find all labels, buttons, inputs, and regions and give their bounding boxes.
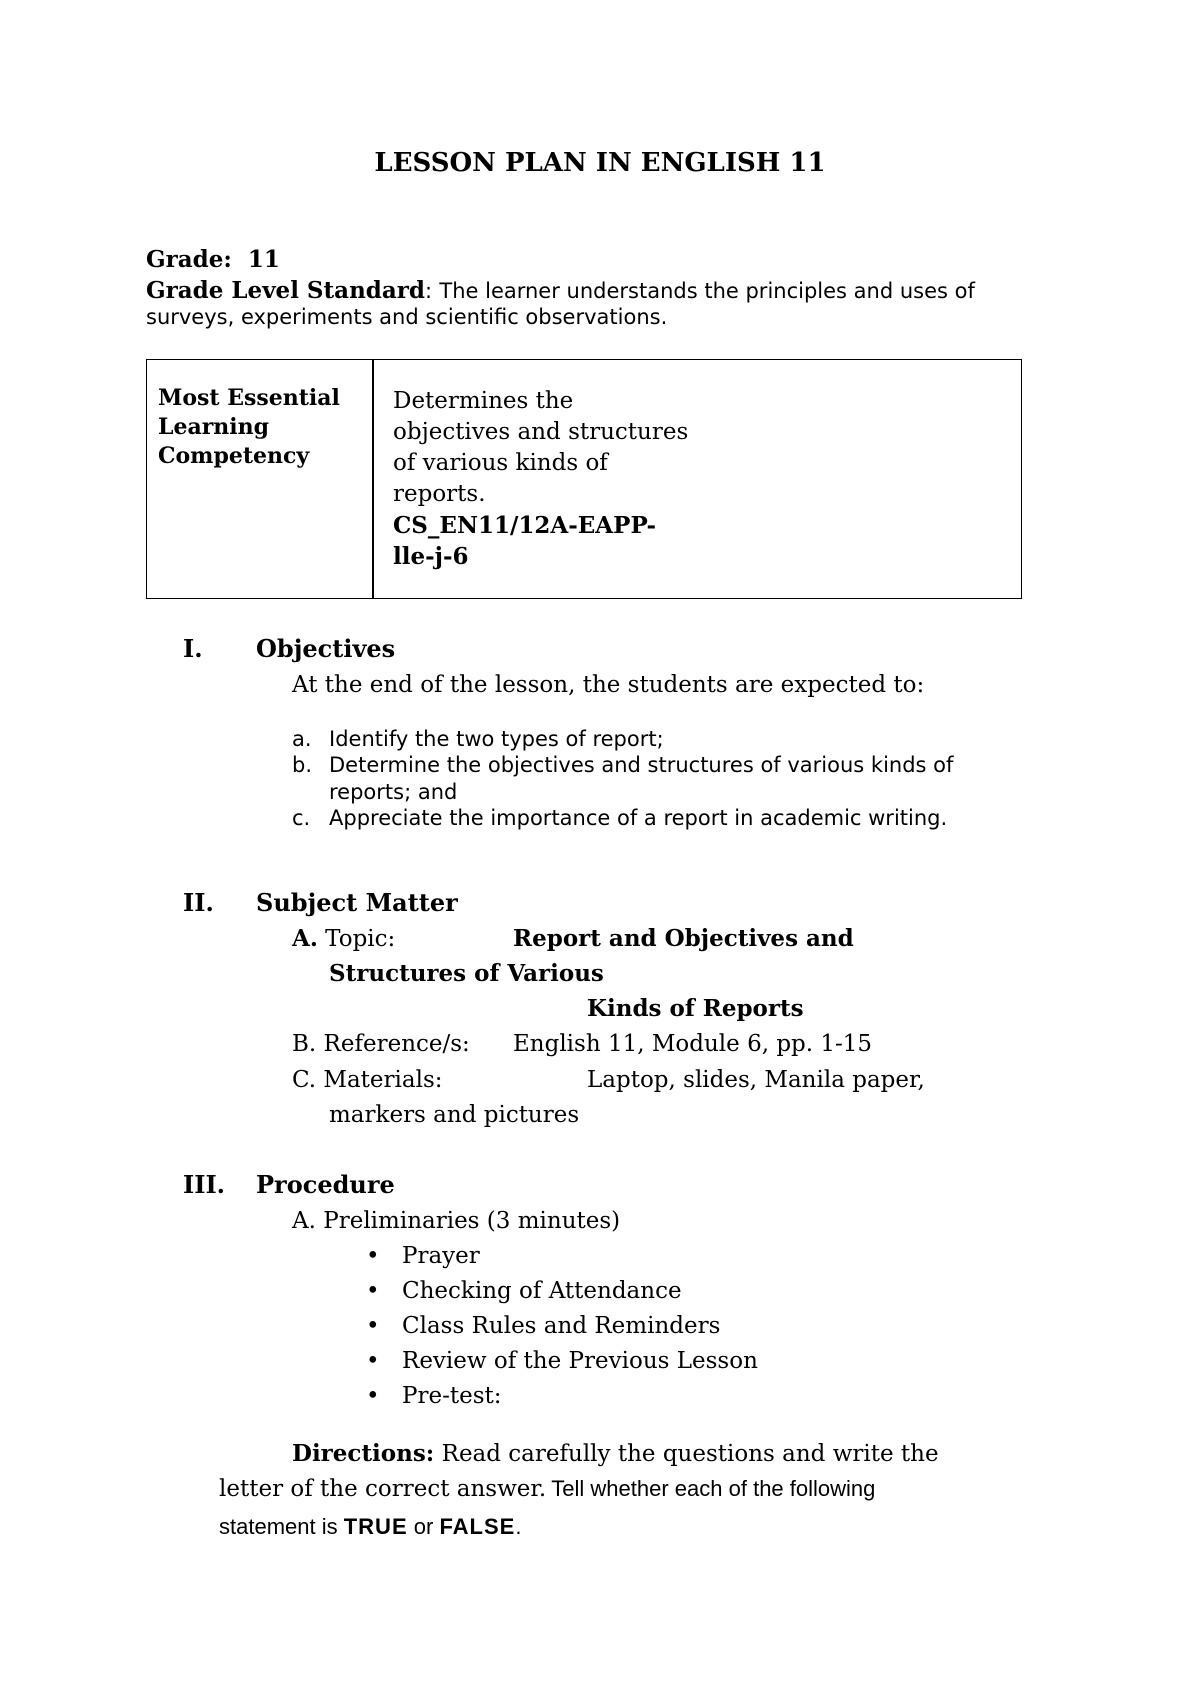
materials-letter: C. xyxy=(292,1067,317,1093)
objective-marker: b. xyxy=(292,753,313,777)
competency-label xyxy=(158,384,363,471)
directions-text1: Read carefully the questions and write the xyxy=(441,1441,939,1467)
reference-value: English 11, Module 6, pp. 1-15 xyxy=(513,1031,873,1057)
directions-text3: Tell whether each of the following xyxy=(551,1476,876,1501)
topic-value-line2: Structures of Various xyxy=(329,960,604,987)
grade-line xyxy=(146,246,280,273)
topic-label: Topic: xyxy=(325,926,396,952)
procedure-numeral: III. xyxy=(183,1170,226,1199)
materials-value-line1: Laptop, slides, Manila paper, xyxy=(587,1067,925,1093)
subject-matter-numeral: II. xyxy=(183,888,214,917)
competency-code-line: lle-j-6 xyxy=(393,543,469,570)
preliminaries-letter: A. xyxy=(292,1208,316,1234)
objective-item-b-cont: reports; and xyxy=(329,780,458,804)
bullet-icon: • xyxy=(366,1243,380,1269)
competency-value-line: objectives and structures xyxy=(393,419,689,445)
directions-line3 xyxy=(219,1514,521,1540)
procedure-bullet-item: Review of the Previous Lesson xyxy=(402,1348,758,1374)
or-word: or xyxy=(413,1514,434,1539)
competency-table xyxy=(146,359,1022,599)
materials-line xyxy=(292,1067,443,1093)
directions-text4: statement is xyxy=(219,1514,338,1539)
bullet-icon: • xyxy=(366,1278,380,1304)
true-word: TRUE xyxy=(343,1514,408,1539)
topic-line xyxy=(292,925,395,952)
objectives-heading: Objectives xyxy=(256,634,396,663)
directions-line2 xyxy=(219,1476,875,1502)
procedure-bullet-item: Prayer xyxy=(402,1243,480,1269)
grade-level-standard-line xyxy=(146,277,975,304)
bullet-icon: • xyxy=(366,1383,380,1409)
procedure-bullet-item: Class Rules and Reminders xyxy=(402,1313,721,1339)
false-word: FALSE xyxy=(439,1514,516,1539)
grade-value: 11 xyxy=(247,246,280,273)
gls-colon: : xyxy=(424,279,433,303)
topic-value-line1: Report and Objectives and xyxy=(513,925,854,952)
subject-matter-heading: Subject Matter xyxy=(256,888,458,917)
competency-value xyxy=(393,386,753,572)
objectives-intro: At the end of the lesson, the students are expected to: xyxy=(292,672,925,698)
bullet-icon: • xyxy=(366,1348,380,1374)
gls-text-line1: The learner understands the principles and uses of xyxy=(439,279,975,303)
grade-label: Grade: xyxy=(146,246,232,273)
procedure-bullet-item: Pre-test: xyxy=(402,1383,502,1409)
objective-marker: a. xyxy=(292,727,312,751)
procedure-bullet-item: Checking of Attendance xyxy=(402,1278,682,1304)
reference-line xyxy=(292,1031,470,1057)
directions-label: Directions: xyxy=(292,1440,435,1467)
objective-item-c: Appreciate the importance of a report in academic writing. xyxy=(329,806,948,830)
reference-label: Reference/s: xyxy=(323,1031,470,1057)
materials-label: Materials: xyxy=(323,1067,443,1093)
objective-item-a: Identify the two types of report; xyxy=(329,727,664,751)
table-divider xyxy=(372,360,374,598)
preliminaries-label: Preliminaries (3 minutes) xyxy=(323,1208,621,1234)
directions-text2: letter of the correct answer. xyxy=(219,1476,547,1502)
topic-letter: A. xyxy=(292,925,318,952)
directions-line1 xyxy=(292,1440,939,1467)
objective-marker: c. xyxy=(292,806,311,830)
preliminaries-line xyxy=(292,1208,620,1234)
directions-period: . xyxy=(515,1514,522,1539)
competency-label-line: Most Essential xyxy=(158,385,340,411)
gls-label: Grade Level Standard xyxy=(146,277,425,304)
bullet-icon: • xyxy=(366,1313,380,1339)
competency-value-line: Determines the xyxy=(393,388,574,414)
competency-label-line: Learning xyxy=(158,414,270,440)
objective-item-b: Determine the objectives and structures of various kinds of xyxy=(329,753,954,777)
reference-letter: B. xyxy=(292,1031,317,1057)
topic-value-line3: Kinds of Reports xyxy=(587,995,804,1022)
page-title: LESSON PLAN IN ENGLISH 11 xyxy=(374,148,826,178)
procedure-heading: Procedure xyxy=(256,1170,395,1199)
competency-value-line: of various kinds of xyxy=(393,450,608,476)
materials-value-line2: markers and pictures xyxy=(329,1102,580,1128)
objectives-numeral: I. xyxy=(183,634,203,663)
gls-text-line2: surveys, experiments and scientific observations. xyxy=(146,305,668,329)
competency-label-line: Competency xyxy=(158,443,310,469)
competency-code-line: CS_EN11/12A-EAPP- xyxy=(393,512,657,539)
competency-value-line: reports. xyxy=(393,481,486,507)
